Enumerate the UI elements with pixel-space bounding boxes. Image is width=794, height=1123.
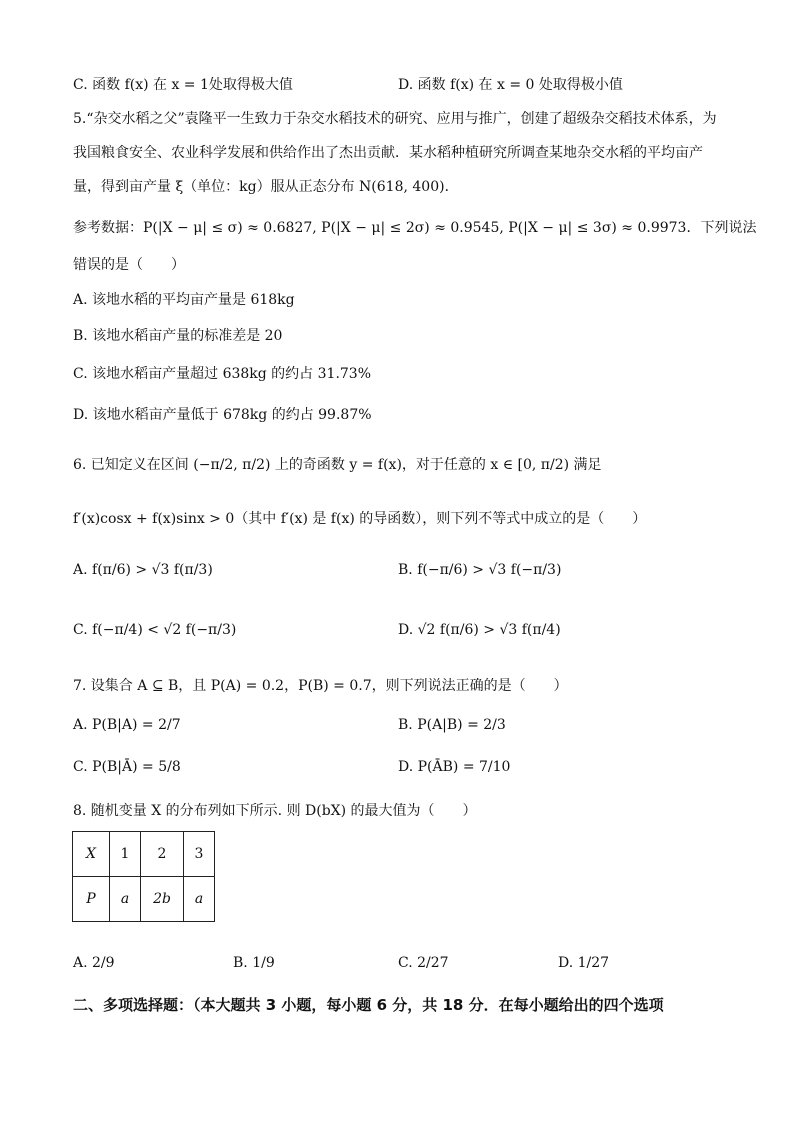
table-cell: 2: [141, 832, 184, 877]
q6-stem-line2: f′(x)cosx + f(x)sinx > 0（其中 f′(x) 是 f(x) 的导函数），则下列不等式中成立的是（ ）: [73, 511, 647, 527]
table-row: [73, 832, 215, 877]
table-row: [73, 877, 215, 922]
q7-stem: 7. 设集合 A ⊆ B，且 P(A) = 0.2，P(B) = 0.7，则下列说法正确的是（ ）: [73, 678, 568, 694]
table-cell: P: [73, 877, 110, 922]
table-cell: 1: [110, 832, 141, 877]
q4-option-c: C. 函数 f(x) 在 x = 1处取得极大值: [73, 77, 293, 93]
distribution-table: [72, 831, 215, 922]
q5-stem-line5: 错误的是（ ）: [73, 257, 185, 273]
table-cell: a: [184, 877, 215, 922]
q5-option-a: A. 该地水稻的平均亩产量是 618kg: [73, 292, 295, 308]
table-cell: a: [110, 877, 141, 922]
q5-reference-data: 参考数据：P(|X − μ| ≤ σ) ≈ 0.6827, P(|X − μ| ≤ 2σ) ≈ 0.9545, P(|X − μ| ≤ 3σ) ≈ 0.9973．下列说法: [73, 220, 757, 236]
q8-stem: 8. 随机变量 X 的分布列如下所示. 则 D(bX) 的最大值为（ ）: [73, 803, 477, 819]
q6-option-d: D. √2 f(π/6) > √3 f(π/4): [398, 622, 561, 638]
q8-option-d: D. 1/27: [558, 955, 610, 971]
q7-option-b: B. P(A|B) = 2/3: [398, 717, 506, 733]
q8-option-a: A. 2/9: [73, 955, 115, 971]
q7-option-a: A. P(B|A) = 2/7: [73, 717, 181, 733]
q5-stem-line1: 5.“杂交水稻之父”袁隆平一生致力于杂交水稻技术的研究、应用与推广，创建了超级杂交稻技术体系，为: [73, 111, 717, 127]
q4-option-d: D. 函数 f(x) 在 x = 0 处取得极小值: [398, 77, 623, 93]
q6-option-b: B. f(−π/6) > √3 f(−π/3): [398, 562, 562, 578]
q8-option-c: C. 2/27: [398, 955, 449, 971]
q5-option-c: C. 该地水稻亩产量超过 638kg 的约占 31.73%: [73, 366, 372, 382]
section-heading: 二、多项选择题：（本大题共 3 小题，每小题 6 分，共 18 分．在每小题给出的四个选项: [73, 996, 664, 1014]
q5-stem-line2: 我国粮食安全、农业科学发展和供给作出了杰出贡献．某水稻种植研究所调查某地杂交水稻的平均亩产: [73, 145, 703, 161]
q8-option-b: B. 1/9: [233, 955, 275, 971]
table-cell: 2b: [141, 877, 184, 922]
q5-option-d: D. 该地水稻亩产量低于 678kg 的约占 99.87%: [73, 407, 372, 423]
q5-option-b: B. 该地水稻亩产量的标准差是 20: [73, 328, 283, 344]
q6-option-a: A. f(π/6) > √3 f(π/3): [73, 562, 213, 578]
table-cell: X: [73, 832, 110, 877]
q5-stem-line3: 量，得到亩产量 ξ（单位：kg）服从正态分布 N(618, 400)．: [73, 179, 459, 195]
table-cell: 3: [184, 832, 215, 877]
q7-option-c: C. P(B|Ā) = 5/8: [73, 759, 181, 775]
q6-option-c: C. f(−π/4) < √2 f(−π/3): [73, 622, 237, 638]
q6-stem-line1: 6. 已知定义在区间 (−π/2, π/2) 上的奇函数 y = f(x)，对于任意的 x ∈ [0, π/2) 满足: [73, 457, 602, 473]
q7-option-d: D. P(ĀB) = 7/10: [398, 759, 511, 775]
